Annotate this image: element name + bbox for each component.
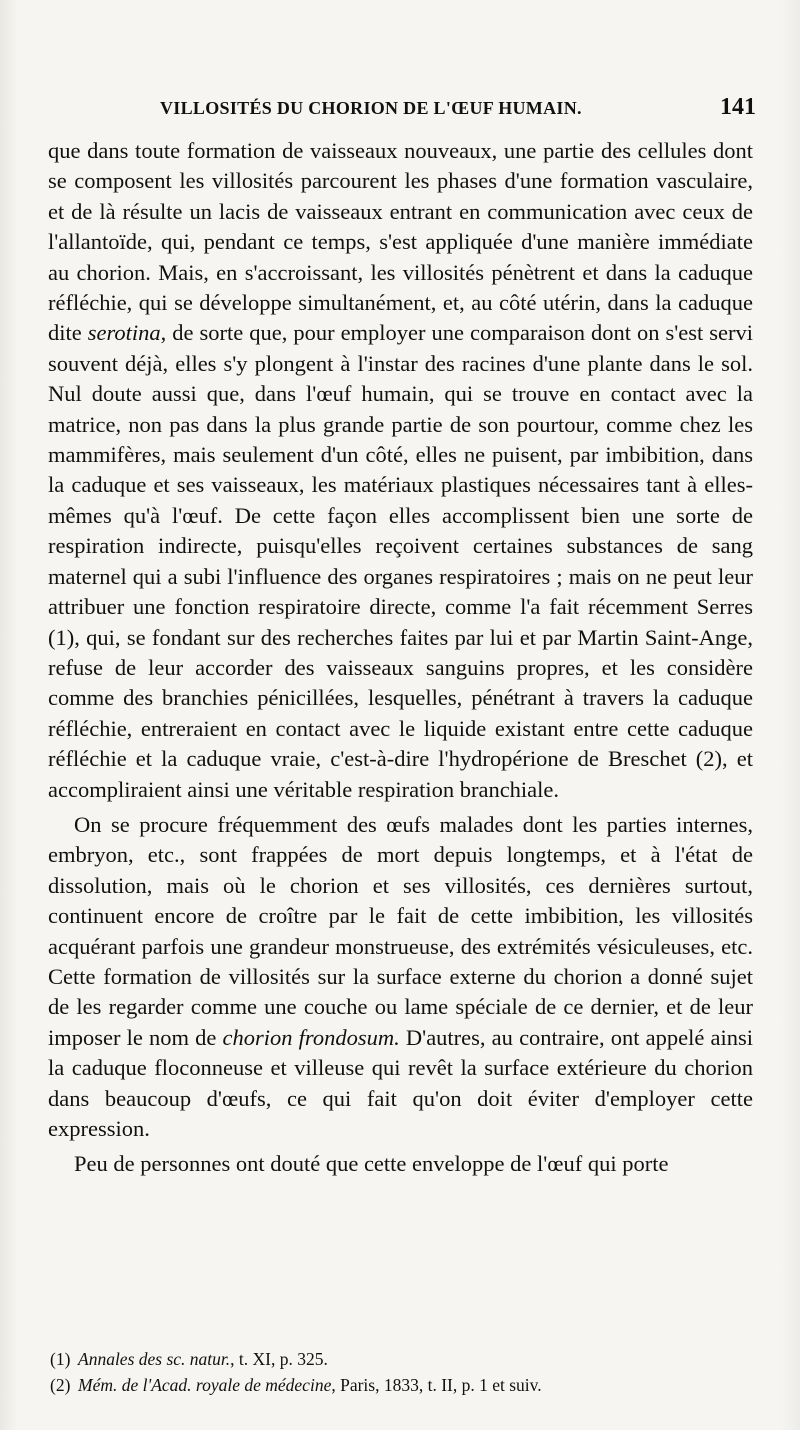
- footnote-1-rest: , t. XI, p. 325.: [230, 1349, 328, 1369]
- footnote-1: [50, 1346, 750, 1372]
- italic-serotina: serotina: [87, 320, 161, 346]
- paragraph-1: [48, 136, 753, 805]
- paragraph-3: [48, 1149, 753, 1179]
- footnote-1-mark: (1): [50, 1349, 71, 1369]
- paragraph-2: [48, 810, 753, 1144]
- paragraph-1-text-b: , de sorte que, pour employer une comparaison dont on s'est servi souvent déjà, elles s'y plongent à l'instar des racines d'une plante dans le sol. Nul doute aussi que, dans l'œuf humain, qui se trouve en contact avec la matrice, non pas dans la plus grande partie de son pourtour, comme chez les mammifères, mais seulement d'un côté, elles ne puisent, par imbibition, dans la caduque et ses vaisseaux, les matériaux plastiques nécessaires tant à elles-mêmes qu'à l'œuf. De cette façon elles accomplissent bien une sorte de respiration indirecte, puisqu'elles reçoivent certaines substances de sang maternel qui a subi l'influence des organes respiratoires ; mais on ne peut leur attribuer une fonction respiratoire directe, comme l'a fait récemment Serres (1), qui, se fondant sur des recherches faites par lui et par Martin Saint-Ange, refuse de leur accorder des vaisseaux sanguins propres, et les considère comme des branchies pénicillées, lesquelles, pénétrant à travers la caduque réfléchie, entreraient en contact avec le liquide existant entre cette caduque réfléchie et la caduque vraie, c'est-à-dire l'hydropérione de Breschet (2), et accompliraient ainsi une véritable respiration branchiale.: [48, 320, 753, 802]
- footnote-2-rest: , Paris, 1833, t. II, p. 1 et suiv.: [331, 1375, 542, 1395]
- footnote-1-source: Annales des sc. natur.: [78, 1349, 231, 1369]
- footnote-2-source: Mém. de l'Acad. royale de médecine: [78, 1375, 332, 1395]
- running-title: VILLOSITÉS DU CHORION DE L'ŒUF HUMAIN.: [160, 98, 582, 118]
- paragraph-2-text-a: On se procure fréquemment des œufs malades dont les parties internes, embryon, etc., sont frappées de mort depuis longtemps, et à l'état de dissolution, mais où le chorion et ses villosités, ces dernières surtout, continuent encore de croître par le fait de cette imbibition, les villosités acquérant parfois une grandeur monstrueuse, des extrémités vésiculeuses, etc. Cette formation de villosités sur la surface externe du chorion a donné sujet de les regarder comme une couche ou lame spéciale de ce dernier, et de leur imposer le nom de: [48, 811, 753, 1050]
- page-header: [48, 94, 756, 128]
- italic-chorion-frondosum: chorion frondosum.: [222, 1024, 400, 1050]
- paragraph-1-text-a: que dans toute formation de vaisseaux nouveaux, une partie des cellules dont se composent les villosités parcourent les phases d'une formation vasculaire, et de là résulte un lacis de vaisseaux entrant en communication avec ceux de l'allantoïde, qui, pendant ce temps, s'est appliquée d'une manière immédiate au chorion. Mais, en s'accroissant, les villosités pénètrent et dans la caduque réfléchie, qui se développe simultanément, et, au côté utérin, dans la caduque dite: [48, 138, 753, 346]
- body-text: [48, 136, 753, 1180]
- paragraph-3-text: Peu de personnes ont douté que cette enveloppe de l'œuf qui porte: [74, 1151, 669, 1177]
- footnote-2-mark: (2): [50, 1375, 71, 1395]
- footnote-2: [50, 1372, 750, 1398]
- paragraph-2-text-b: D'autres, au contraire, ont appelé ainsi la caduque floconneuse et villeuse qui revêt la surface extérieure du chorion dans beaucoup d'œufs, ce qui fait qu'on doit éviter d'employer cette expression.: [48, 1024, 754, 1141]
- page-number: 141: [720, 94, 756, 120]
- footnotes: [50, 1346, 750, 1398]
